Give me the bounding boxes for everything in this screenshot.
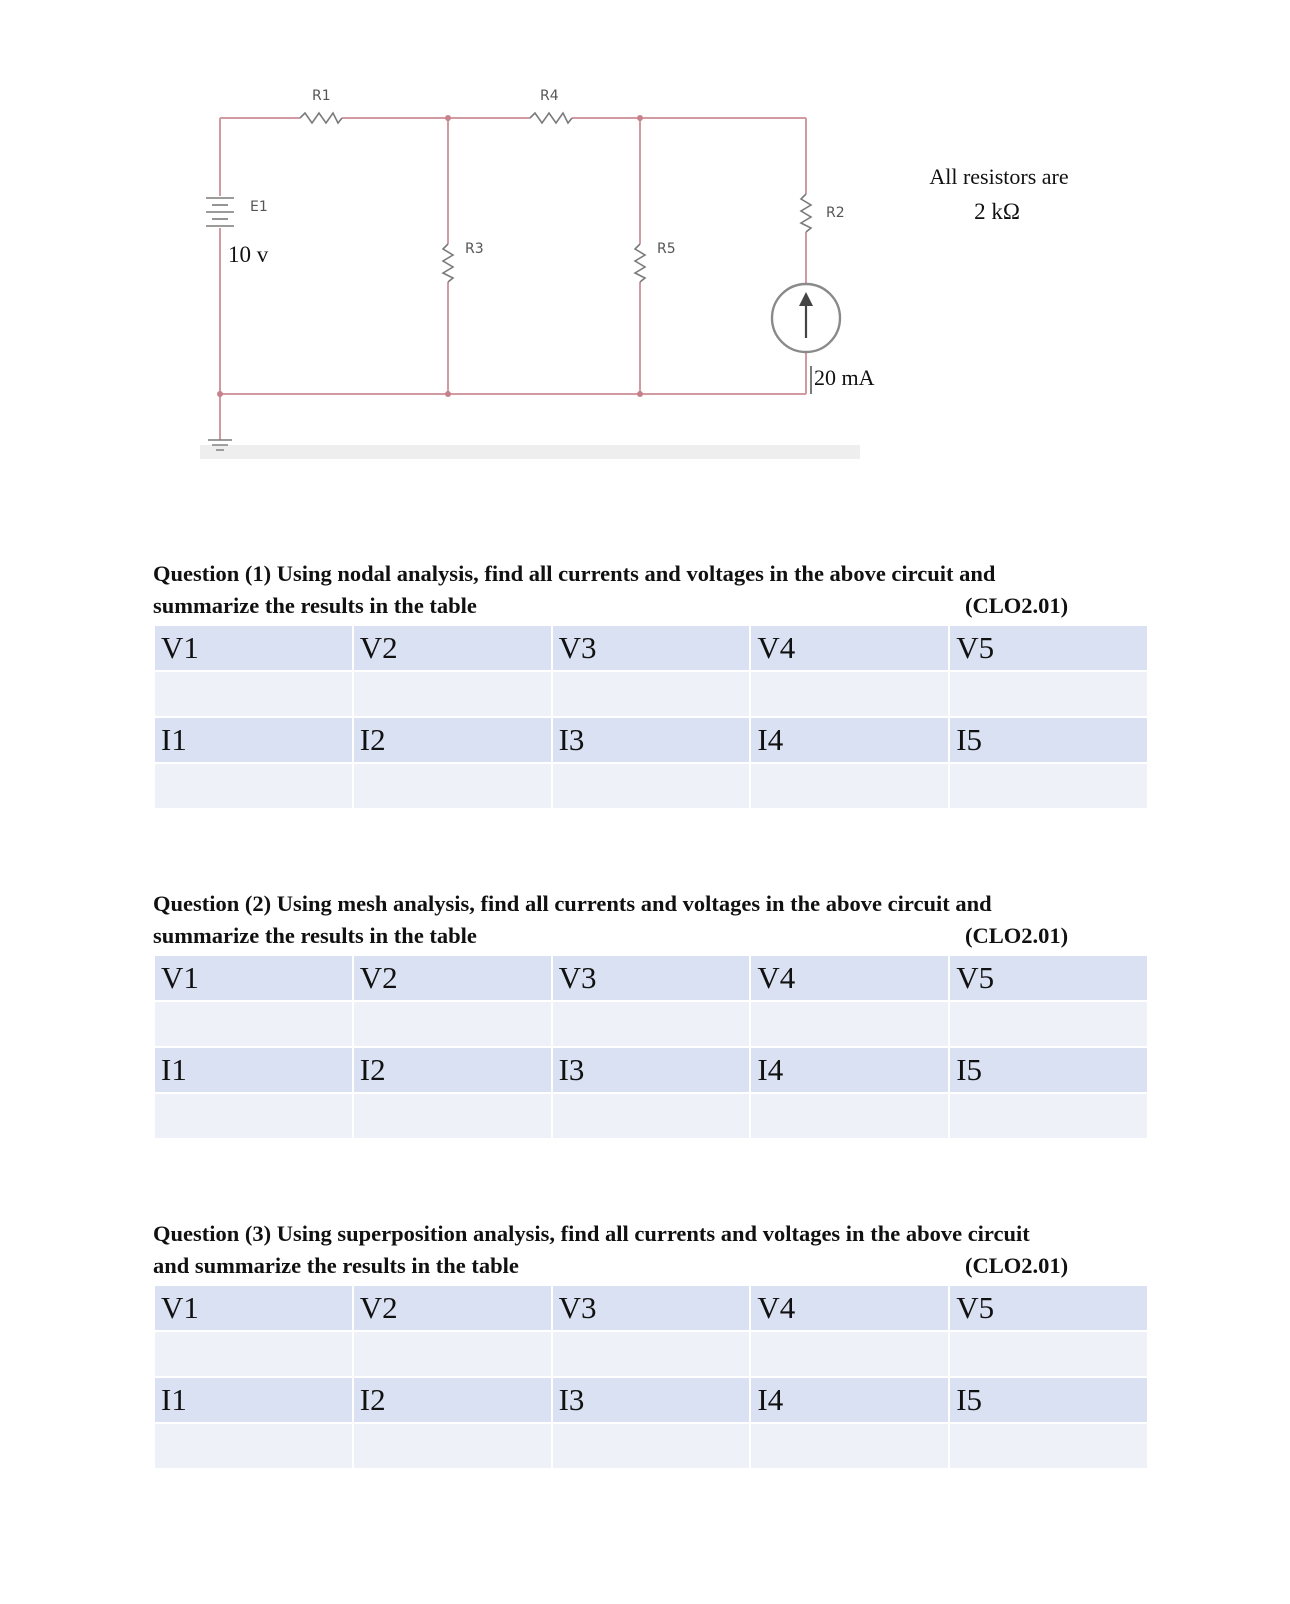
value-i4-cell[interactable]: [751, 1094, 948, 1138]
label-r5: R5: [657, 241, 676, 257]
value-v1-cell[interactable]: [155, 1002, 352, 1046]
question-2-table: [153, 954, 1149, 1140]
voltage-header-row: [155, 626, 1147, 670]
header-i5: I5: [950, 1048, 1147, 1092]
label-r2: R2: [826, 205, 845, 221]
header-i2: I2: [354, 1048, 551, 1092]
resistor-r1-symbol: [300, 113, 342, 123]
value-i5-cell[interactable]: [950, 764, 1147, 808]
value-v4-cell[interactable]: [751, 672, 948, 716]
header-v3: V3: [553, 1286, 750, 1330]
value-v2-cell[interactable]: [354, 1332, 551, 1376]
value-v1-cell[interactable]: [155, 672, 352, 716]
battery-e1-symbol: [206, 198, 234, 226]
value-i1-cell[interactable]: [155, 1094, 352, 1138]
header-i4: I4: [751, 1048, 948, 1092]
label-r4: R4: [540, 88, 559, 104]
header-i3: I3: [553, 1048, 750, 1092]
current-value-row: [155, 764, 1147, 808]
header-v5: V5: [950, 956, 1147, 1000]
label-r1: R1: [312, 88, 331, 104]
source-value: 20 mA: [814, 365, 875, 390]
resistor-note-line2: 2 kΩ: [974, 199, 1020, 224]
value-i3-cell[interactable]: [553, 1094, 750, 1138]
header-v4: V4: [751, 626, 948, 670]
value-i2-cell[interactable]: [354, 764, 551, 808]
current-source-symbol: [772, 284, 840, 352]
header-i5: I5: [950, 1378, 1147, 1422]
header-i3: I3: [553, 718, 750, 762]
label-e1: E1: [250, 199, 268, 215]
value-v3-cell[interactable]: [553, 1002, 750, 1046]
resistor-note-line1: All resistors are: [929, 164, 1069, 189]
question-1-clo: (CLO2.01): [965, 593, 1069, 618]
question-3: [153, 1218, 1153, 1282]
voltage-value-row: [155, 1002, 1147, 1046]
header-v3: V3: [553, 956, 750, 1000]
voltage-value-row: [155, 672, 1147, 716]
value-v3-cell[interactable]: [553, 672, 750, 716]
header-v3: V3: [553, 626, 750, 670]
question-1-line1: Question (1) Using nodal analysis, find all currents and voltages in the above circuit and: [153, 561, 996, 586]
header-v1: V1: [155, 956, 352, 1000]
header-i1: I1: [155, 1048, 352, 1092]
value-i5-cell[interactable]: [950, 1424, 1147, 1468]
value-v5-cell[interactable]: [950, 1332, 1147, 1376]
header-v5: V5: [950, 1286, 1147, 1330]
value-v4-cell[interactable]: [751, 1332, 948, 1376]
circuit-nodes: [217, 115, 643, 397]
header-i4: I4: [751, 718, 948, 762]
resistor-r2-symbol: [801, 194, 811, 232]
header-v1: V1: [155, 626, 352, 670]
header-i1: I1: [155, 718, 352, 762]
label-r3: R3: [465, 241, 484, 257]
resistor-r5-symbol: [635, 244, 645, 282]
value-v4-cell[interactable]: [751, 1002, 948, 1046]
current-value-row: [155, 1094, 1147, 1138]
current-value-row: [155, 1424, 1147, 1468]
header-i4: I4: [751, 1378, 948, 1422]
current-header-row: [155, 1048, 1147, 1092]
question-3-table: [153, 1284, 1149, 1470]
question-1: [153, 558, 1153, 622]
header-i2: I2: [354, 718, 551, 762]
voltage-header-row: [155, 956, 1147, 1000]
circuit-wires: [220, 118, 806, 440]
value-i4-cell[interactable]: [751, 764, 948, 808]
current-header-row: [155, 1378, 1147, 1422]
value-i1-cell[interactable]: [155, 764, 352, 808]
header-v4: V4: [751, 956, 948, 1000]
value-i1-cell[interactable]: [155, 1424, 352, 1468]
question-1-line2: summarize the results in the table: [153, 593, 477, 618]
header-v2: V2: [354, 1286, 551, 1330]
header-v5: V5: [950, 626, 1147, 670]
question-3-clo: (CLO2.01): [965, 1253, 1069, 1278]
current-header-row: [155, 718, 1147, 762]
question-2-line2: summarize the results in the table: [153, 923, 477, 948]
question-2-clo: (CLO2.01): [965, 923, 1069, 948]
value-i2-cell[interactable]: [354, 1424, 551, 1468]
value-i3-cell[interactable]: [553, 1424, 750, 1468]
header-v2: V2: [354, 626, 551, 670]
value-v3-cell[interactable]: [553, 1332, 750, 1376]
value-i5-cell[interactable]: [950, 1094, 1147, 1138]
voltage-header-row: [155, 1286, 1147, 1330]
header-v2: V2: [354, 956, 551, 1000]
value-i2-cell[interactable]: [354, 1094, 551, 1138]
header-v4: V4: [751, 1286, 948, 1330]
e1-value: 10 v: [228, 242, 269, 267]
value-v2-cell[interactable]: [354, 672, 551, 716]
value-i4-cell[interactable]: [751, 1424, 948, 1468]
header-i3: I3: [553, 1378, 750, 1422]
header-i5: I5: [950, 718, 1147, 762]
question-1-table: [153, 624, 1149, 810]
header-v1: V1: [155, 1286, 352, 1330]
question-3-line1: Question (3) Using superposition analysis, find all currents and voltages in the above circuit: [153, 1221, 1030, 1246]
resistor-r3-symbol: [443, 244, 453, 282]
value-v5-cell[interactable]: [950, 672, 1147, 716]
question-3-line2: and summarize the results in the table: [153, 1253, 519, 1278]
value-v2-cell[interactable]: [354, 1002, 551, 1046]
voltage-value-row: [155, 1332, 1147, 1376]
value-v1-cell[interactable]: [155, 1332, 352, 1376]
question-2-line1: Question (2) Using mesh analysis, find all currents and voltages in the above circuit and: [153, 891, 992, 916]
header-i2: I2: [354, 1378, 551, 1422]
value-v5-cell[interactable]: [950, 1002, 1147, 1046]
circuit-diagram: [0, 0, 1290, 480]
question-2: [153, 888, 1153, 952]
value-i3-cell[interactable]: [553, 764, 750, 808]
resistor-r4-symbol: [530, 113, 572, 123]
header-i1: I1: [155, 1378, 352, 1422]
circuit-bottom-strip: [200, 445, 860, 459]
